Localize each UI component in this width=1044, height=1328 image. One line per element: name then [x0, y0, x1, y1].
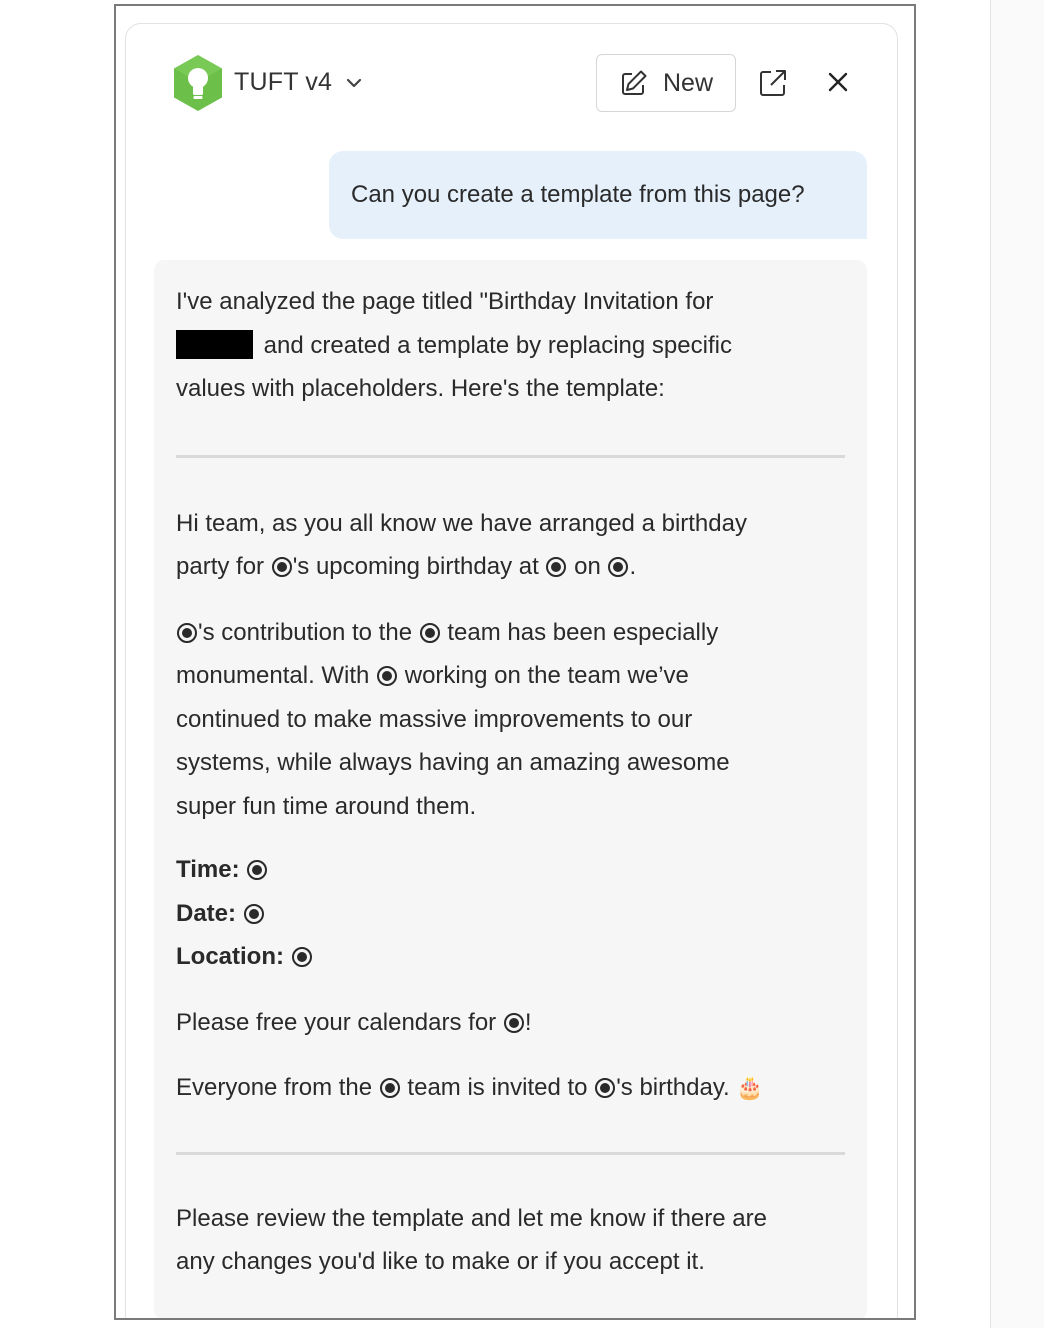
text-span: team has been especially — [440, 618, 719, 646]
chat-panel — [125, 23, 898, 1320]
user-message-text: Can you create a template from this page? — [351, 181, 805, 208]
model-name-label: TUFT v4 — [234, 68, 333, 96]
outro-paragraph — [176, 1197, 845, 1284]
outro-line-2: any changes you'd like to make or if you accept it. — [176, 1248, 705, 1275]
text-span: ! — [524, 1008, 532, 1036]
time-field — [176, 848, 845, 892]
placeholder-icon — [272, 557, 292, 577]
tuft-logo-icon — [172, 54, 224, 112]
template-details — [176, 848, 845, 979]
text-span: working on the team we’ve — [398, 662, 689, 689]
chevron-down-icon — [344, 73, 364, 93]
text-span: party for — [176, 553, 271, 580]
assistant-window — [114, 4, 916, 1320]
placeholder-icon — [504, 1013, 524, 1033]
divider — [176, 1152, 845, 1155]
date-field — [176, 892, 845, 936]
intro-paragraph — [176, 280, 845, 411]
location-field — [176, 935, 845, 979]
placeholder-icon — [420, 623, 440, 643]
close-icon[interactable] — [826, 70, 850, 94]
text-span: on — [567, 553, 608, 580]
text-span: 's contribution to the — [198, 618, 419, 646]
birthday-cake-icon: 🎂 — [736, 1075, 764, 1100]
edit-icon — [619, 68, 649, 98]
new-chat-button[interactable] — [596, 54, 736, 112]
outro-line-1: Please review the template and let me know if there are — [176, 1204, 767, 1232]
template-paragraph-2 — [176, 611, 845, 829]
divider — [176, 455, 845, 458]
placeholder-icon — [608, 557, 628, 577]
text-span: continued to make massive improvements to our — [176, 705, 693, 733]
intro-line-1: I've analyzed the page titled "Birthday Invitation for — [176, 288, 714, 315]
text-span: systems, while always having an amazing awesome — [176, 749, 730, 776]
time-label: Time: — [176, 856, 240, 883]
template-paragraph-5 — [176, 1066, 845, 1110]
placeholder-icon — [244, 904, 264, 924]
template-paragraph-4 — [176, 1001, 845, 1045]
text-span: 's upcoming birthday at — [292, 553, 546, 580]
chat-header — [126, 24, 897, 134]
text-span: team is invited to — [400, 1074, 595, 1101]
external-link-icon[interactable] — [758, 68, 788, 98]
text-span: monumental. With — [176, 662, 377, 689]
intro-line-3: values with placeholders. Here's the template: — [176, 375, 665, 402]
intro-line-2: and created a template by replacing specific — [263, 331, 732, 359]
redacted-name — [176, 330, 253, 359]
date-label: Date: — [176, 899, 237, 927]
placeholder-icon — [377, 666, 397, 686]
template-paragraph-1 — [176, 502, 845, 589]
assistant-message — [154, 260, 867, 1320]
user-message — [329, 151, 867, 239]
model-selector[interactable] — [234, 68, 364, 97]
placeholder-icon — [292, 947, 312, 967]
placeholder-icon — [177, 623, 197, 643]
placeholder-icon — [595, 1078, 615, 1098]
placeholder-icon — [247, 860, 267, 880]
text-span: Please free your calendars for — [176, 1008, 503, 1036]
text-span: . — [629, 553, 637, 580]
placeholder-icon — [380, 1078, 400, 1098]
text-span: Everyone from the — [176, 1074, 379, 1101]
text-span: 's birthday. — [616, 1074, 730, 1101]
placeholder-icon — [546, 557, 566, 577]
text-span: super fun time around them. — [176, 792, 477, 820]
new-chat-label: New — [662, 68, 713, 97]
location-label: Location: — [176, 943, 284, 970]
right-sidebar-edge — [990, 0, 1044, 1328]
text-span: Hi team, as you all know we have arranged a birthday — [176, 509, 747, 537]
